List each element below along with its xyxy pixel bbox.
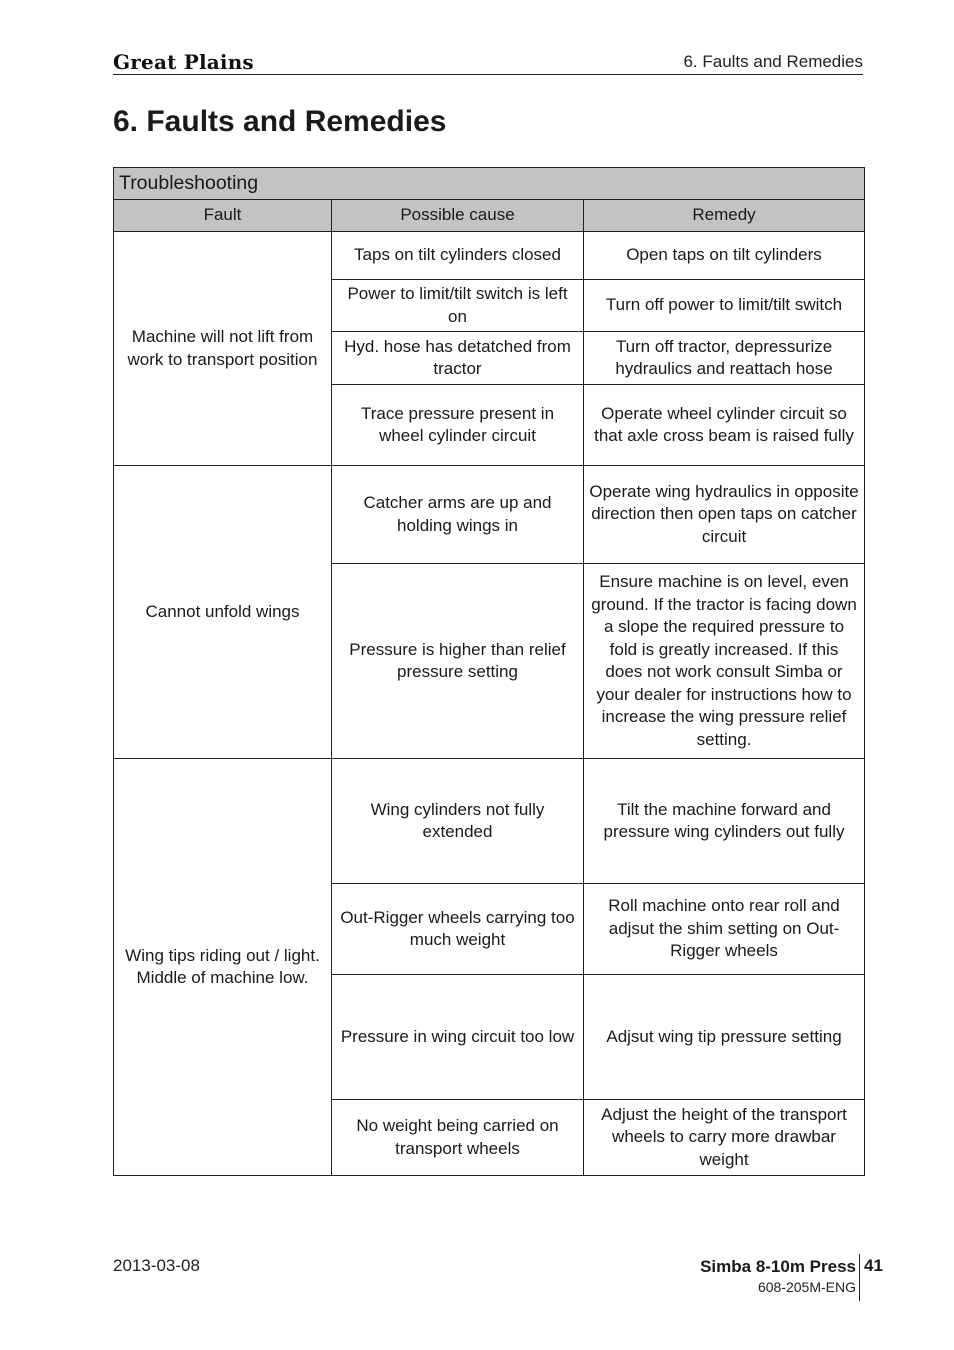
troubleshooting-table — [113, 167, 865, 1176]
footer-date: 2013-03-08 — [113, 1256, 200, 1275]
remedy-cell: Turn off tractor, depressurize hydraulics and reattach hose — [584, 332, 865, 385]
cause-cell: Power to limit/tilt switch is left on — [332, 280, 584, 332]
page-number: 41 — [864, 1256, 883, 1275]
table-caption: Troubleshooting — [114, 168, 865, 200]
header-rule — [113, 74, 863, 75]
table-row — [114, 466, 865, 564]
column-header-fault: Fault — [114, 200, 332, 232]
footer-divider — [859, 1254, 860, 1301]
table-row — [114, 232, 865, 280]
table-row — [114, 759, 865, 884]
cause-cell: No weight being carried on transport wheels — [332, 1100, 584, 1176]
brand-logo: Great Plains — [113, 50, 254, 74]
footer-product-block — [700, 1256, 856, 1296]
cause-cell: Out-Rigger wheels carrying too much weight — [332, 884, 584, 975]
cause-cell: Taps on tilt cylinders closed — [332, 232, 584, 280]
column-header-cause: Possible cause — [332, 200, 584, 232]
fault-cell: Cannot unfold wings — [114, 466, 332, 759]
remedy-cell: Adjust the height of the transport wheels to carry more drawbar weight — [584, 1100, 865, 1176]
footer-product: Simba 8-10m Press — [700, 1257, 856, 1276]
column-header-remedy: Remedy — [584, 200, 865, 232]
remedy-cell: Adjsut wing tip pressure setting — [584, 975, 865, 1100]
remedy-cell: Turn off power to limit/tilt switch — [584, 280, 865, 332]
remedy-cell: Tilt the machine forward and pressure wing cylinders out fully — [584, 759, 865, 884]
fault-cell: Machine will not lift from work to transport position — [114, 232, 332, 466]
page-title: 6. Faults and Remedies — [113, 105, 447, 138]
running-header: 6. Faults and Remedies — [683, 52, 863, 71]
cause-cell: Pressure is higher than relief pressure setting — [332, 564, 584, 759]
cause-cell: Trace pressure present in wheel cylinder circuit — [332, 385, 584, 466]
cause-cell: Wing cylinders not fully extended — [332, 759, 584, 884]
remedy-cell: Roll machine onto rear roll and adjsut the shim setting on Out-Rigger wheels — [584, 884, 865, 975]
remedy-cell: Ensure machine is on level, even ground. If the tractor is facing down a slope the required pressure to fold is greatly increased. If this does not work consult Simba or your dealer for instructions how to increase the wing pressure relief setting. — [584, 564, 865, 759]
cause-cell: Hyd. hose has detatched from tractor — [332, 332, 584, 385]
fault-cell: Wing tips riding out / light. Middle of machine low. — [114, 759, 332, 1176]
remedy-cell: Operate wing hydraulics in opposite direction then open taps on catcher circuit — [584, 466, 865, 564]
remedy-cell: Operate wheel cylinder circuit so that axle cross beam is raised fully — [584, 385, 865, 466]
cause-cell: Catcher arms are up and holding wings in — [332, 466, 584, 564]
footer-doc-number: 608-205M-ENG — [757, 1279, 856, 1295]
cause-cell: Pressure in wing circuit too low — [332, 975, 584, 1100]
remedy-cell: Open taps on tilt cylinders — [584, 232, 865, 280]
